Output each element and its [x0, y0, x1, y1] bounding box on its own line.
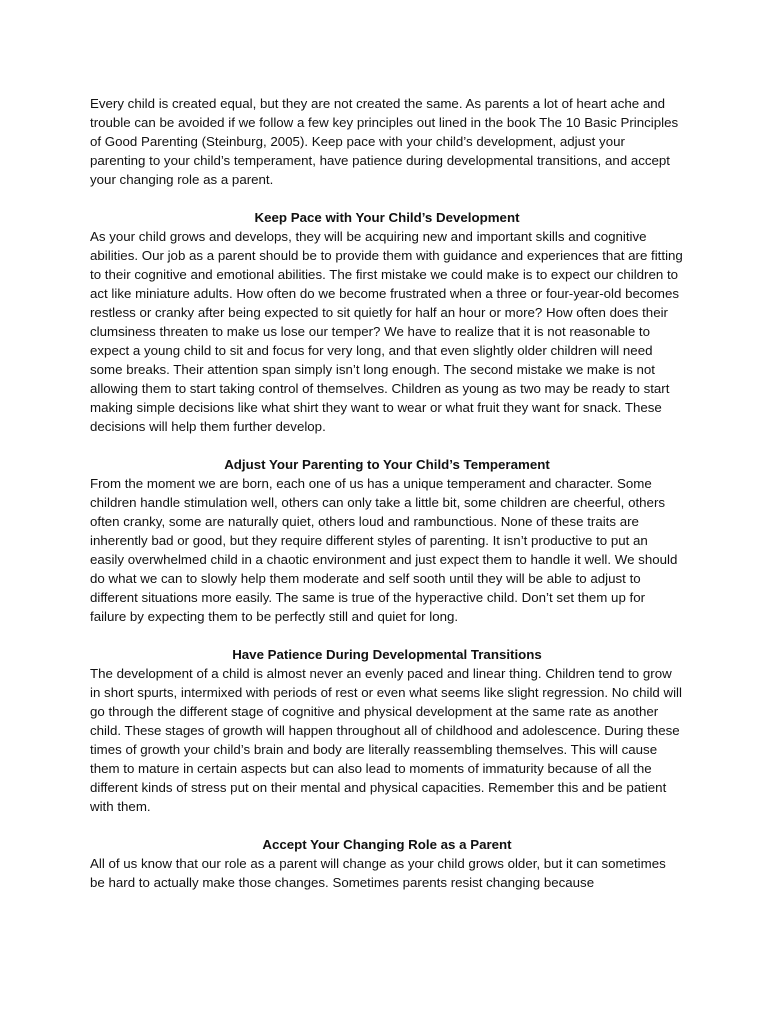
section-spacer [90, 189, 684, 208]
section-body-temperament: From the moment we are born, each one of us has a unique temperament and character. Some children handle stimulation well, others can only take a little bit, some children are cheerful, others often cranky, some are naturally quiet, others loud and rambunctious. None of these traits are inherently bad or good, but they require different styles of parenting. It isn’t productive to put an easily overwhelmed child in a chaotic environment and just expect them to handle it well. We should do what we can to slowly help them moderate and self sooth until they will be able to adjust to different situations more easily. The same is true of the hyperactive child. Don’t set them up for failure by expecting them to be perfectly still and quiet for long. [90, 476, 678, 624]
section-heading-temperament: Adjust Your Parenting to Your Child’s Temperament [224, 457, 550, 472]
section-heading-transitions: Have Patience During Developmental Transitions [232, 647, 542, 662]
section-body-changing-role: All of us know that our role as a parent will change as your child grows older, but it can sometimes be hard to actually make those changes. Sometimes parents resist changing because [90, 856, 666, 890]
section-spacer [90, 436, 684, 455]
section-spacer [90, 816, 684, 835]
section-heading-development: Keep Pace with Your Child’s Development [254, 210, 520, 225]
intro-paragraph: Every child is created equal, but they are not created the same. As parents a lot of heart ache and trouble can be avoided if we follow a few key principles out lined in the book The 10 Basic Principles of Good Parenting (Steinburg, 2005). Keep pace with your child’s development, adjust your parenting to your child’s temperament, have patience during developmental transitions, and accept your changing role as a parent. [90, 96, 679, 187]
document-page [90, 94, 684, 892]
section-heading-changing-role: Accept Your Changing Role as a Parent [262, 837, 512, 852]
section-spacer [90, 626, 684, 645]
section-body-development: As your child grows and develops, they will be acquiring new and important skills and cognitive abilities. Our job as a parent should be to provide them with guidance and experiences that are fitting to their cognitive and emotional abilities. The first mistake we could make is to expect our children to act like miniature adults. How often do we become frustrated when a three or four-year-old becomes restless or cranky after being expected to sit quietly for half an hour or more? How often does their clumsiness threaten to make us lose our temper? We have to realize that it is not reasonable to expect a young child to sit and focus for very long, and that even slightly older children will need some breaks. Their attention span simply isn’t long enough. The second mistake we make is not allowing them to start taking control of themselves. Children as young as two may be ready to start making simple decisions like what shirt they want to wear or what fruit they want for snack. These decisions will help them further develop. [90, 229, 683, 434]
section-body-transitions: The development of a child is almost never an evenly paced and linear thing. Children tend to grow in short spurts, intermixed with periods of rest or even what seems like slight regression. No child will go through the different stage of cognitive and physical development at the same rate as another child. These stages of growth will happen throughout all of childhood and adolescence. During these times of growth your child’s brain and body are literally reassembling themselves. This will cause them to mature in certain aspects but can also lead to moments of immaturity because of all the different kinds of stress put on their mental and physical capacities. Remember this and be patient with them. [90, 666, 682, 814]
